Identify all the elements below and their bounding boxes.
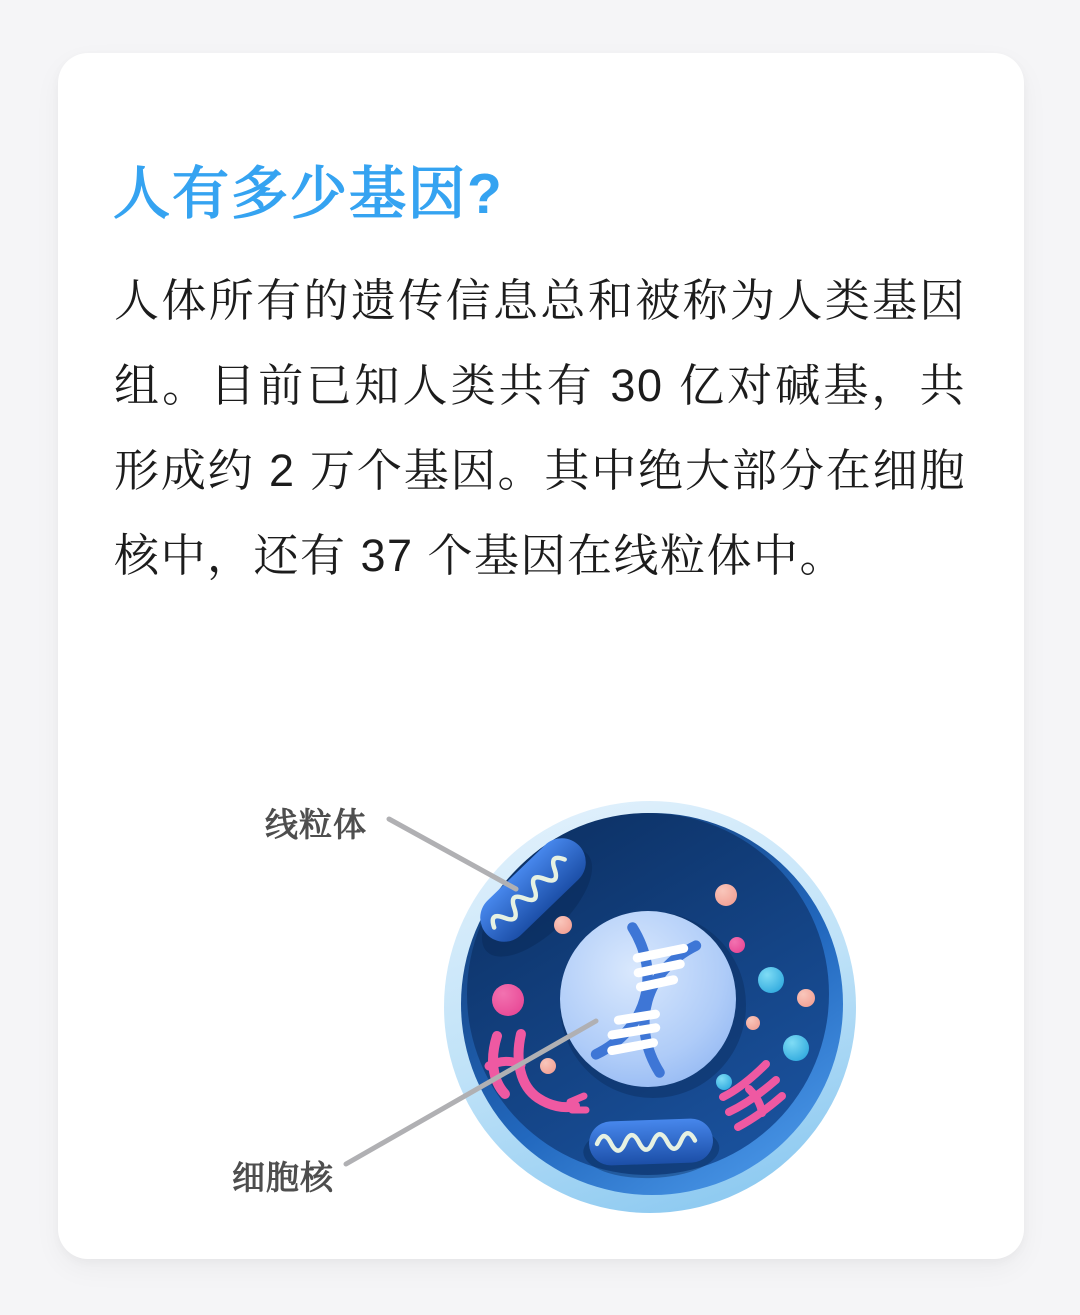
nucleus-label: 细胞核: [232, 1159, 334, 1196]
paragraph-line: 形成约 2 万个基因。其中绝大部分在细胞: [114, 445, 966, 496]
page-title: 人有多少基因?: [113, 162, 504, 226]
article-paragraph: [114, 258, 966, 598]
mitochondria-pointer-line: [389, 819, 516, 889]
paragraph-line: 核中，还有 37 个基因在线粒体中。: [114, 530, 847, 581]
paragraph-line: 人体所有的遗传信息总和被称为人类基因: [114, 275, 966, 326]
mitochondria-label: 线粒体: [265, 806, 367, 843]
paragraph-line: 组。目前已知人类共有 30 亿对碱基，共: [114, 360, 966, 411]
cell-diagram: [0, 770, 1080, 1275]
